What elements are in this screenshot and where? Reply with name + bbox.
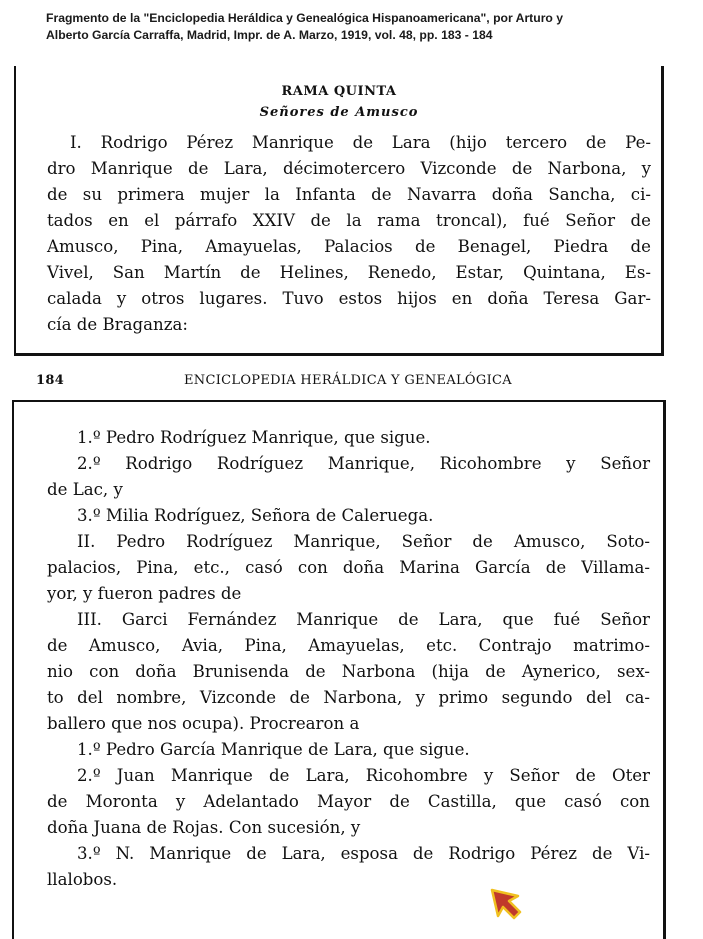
text-line: nio con doña Brunisenda de Narbona (hija de Aynerico, sex- [47,662,650,681]
text-line: 1.º Pedro García Manrique de Lara, que sigue. [77,740,470,759]
text-line: II. Pedro Rodríguez Manrique, Señor de Amusco, Soto- [77,532,650,551]
text-line: tados en el párrafo XXIV de la rama troncal), fué Señor de [47,211,651,230]
arrow-cursor-icon [488,886,524,922]
text-line: calada y otros lugares. Tuvo estos hijos en doña Teresa Gar- [47,289,651,308]
text-line: de Amusco, Avia, Pina, Amayuelas, etc. Contrajo matrimo- [47,636,650,655]
text-line: de Lac, y [47,480,123,499]
text-line: cía de Braganza: [47,315,188,334]
top-paragraph [47,130,651,338]
text-line: de su primera mujer la Infanta de Navarra doña Sancha, ci- [47,185,651,204]
text-line: 3.º N. Manrique de Lara, esposa de Rodrigo Pérez de Vi- [77,844,650,863]
image-caption [46,10,696,44]
section-subheading: Señores de Amusco [259,105,419,120]
text-line: I. Rodrigo Pérez Manrique de Lara (hijo tercero de Pe- [70,133,651,152]
text-line: ballero que nos ocupa). Procrearon a [47,714,360,733]
page-number: 184 [36,373,65,388]
text-line: llalobos. [47,870,118,889]
caption-line-2: Alberto García Carraffa, Madrid, Impr. de A. Marzo, 1919, vol. 48, pp. 183 - 184 [46,28,493,42]
section-heading: RAMA QUINTA [281,84,397,99]
running-title: ENCICLOPEDIA HERÁLDICA Y GENEALÓGICA [184,373,512,388]
bottom-paragraphs [47,425,650,893]
text-line: dro Manrique de Lara, décimotercero Vizconde de Narbona, y [47,159,651,178]
text-line: 3.º Milia Rodríguez, Señora de Caleruega. [77,506,434,525]
text-line: 2.º Juan Manrique de Lara, Ricohombre y Señor de Oter [77,766,650,785]
text-line: Amusco, Pina, Amayuelas, Palacios de Benagel, Piedra de [47,237,651,256]
text-line: 2.º Rodrigo Rodríguez Manrique, Ricohombre y Señor [77,454,650,473]
text-line: to del nombre, Vizconde de Narbona, y primo segundo del ca- [47,688,650,707]
text-line: 1.º Pedro Rodríguez Manrique, que sigue. [77,428,431,447]
text-line: yor, y fueron padres de [47,584,242,603]
text-line: III. Garci Fernández Manrique de Lara, que fué Señor [77,610,650,629]
caption-line-1: Fragmento de la "Enciclopedia Heráldica y Genealógica Hispanoamericana", por Arturo y [46,11,564,25]
text-line: doña Juana de Rojas. Con sucesión, y [47,818,361,837]
text-line: Vivel, San Martín de Helines, Renedo, Estar, Quintana, Es- [47,263,651,282]
text-line: palacios, Pina, etc., casó con doña Marina García de Villama- [47,558,650,577]
text-line: de Moronta y Adelantado Mayor de Castilla, que casó con [47,792,650,811]
